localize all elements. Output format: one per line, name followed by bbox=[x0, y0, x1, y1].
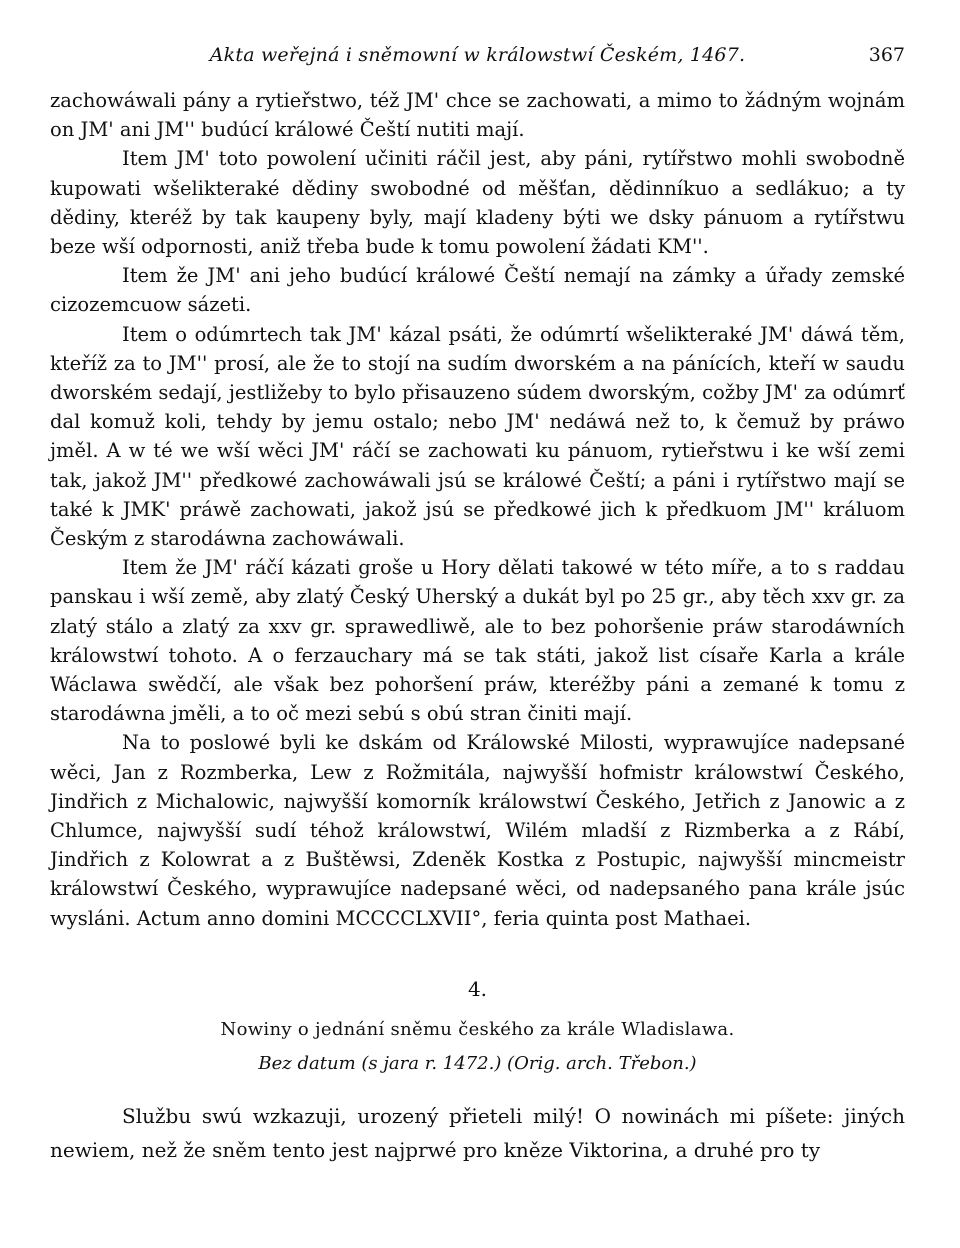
paragraph: Item o odúmrtech tak JM' kázal psáti, že odúmrtí wšelikteraké JM' dáwá těm, kteříž za to JM'' prosí, ale že to stojí na sudím dworském a na pánících, kteří w saudu dworském sedají, jestližeby to bylo přisauzeno súdem dworským, cožby JM' za odúmrť dal komuž koli, tehdy by jemu ostalo; nebo JM' nedáwá než to, k čemuž by práwo jměl. A w té we wší wěci JM' ráčí se zachowati ku pánuom, rytieřstwu i ke wší zemi tak, jakož JM'' předkowé zachowáwali jsú se králowé Čeští; a páni i rytířstwo mají se také k JMK' práwě zachowati, jakož jsú se předkowé jich k předkuom JM'' králuom Českým z starodáwna zachowáwali. bbox=[50, 322, 905, 551]
paragraph: Item JM' toto powolení učiniti ráčil jest, aby páni, rytířstwo mohli swobodně kupowati wšelikteraké dědiny swobodné od měšťan, dědinníkuo a sedlákuo; a ty dědiny, kteréž by tak kaupeny byly, mají kladeny býti we dsky pánuom a rytířstwu beze wší odpornosti, aniž třeba bude k tomu powolení žádati KM''. bbox=[50, 147, 905, 259]
body-text bbox=[50, 86, 905, 933]
letter-text bbox=[50, 1099, 905, 1167]
letter-paragraph: Službu swú wzkazuji, urozený přieteli milý! O nowinách mi píšete: jiných newiem, než že sněm tento jest najprwé pro kněze Viktorina, a druhé pro ty bbox=[50, 1103, 905, 1162]
section-title: Nowiny o jednání sněmu českého za krále Wladislawa. bbox=[220, 1018, 735, 1040]
paragraph: Item že JM' ráčí kázati groše u Hory dělati takowé w této míře, a to s raddau panskau i wší země, aby zlatý Český Uherský a dukát byl po 25 gr., aby těch xxv gr. za zlatý stálo a zlatý za xxv gr. sprawedliwě, ale to bez pohoršenie práw starodáwních králowstwí tohoto. A o ferzauchary má se tak státi, jakož list císaře Karla a krále Wáclawa swědčí, ale však bez pohoršení práw, kteréžby páni a zemané k tomu z starodáwna jměli, a to oč mezi sebú s obú stran činiti mají. bbox=[50, 556, 905, 726]
document-page bbox=[50, 44, 905, 1167]
running-title: Akta weřejná i sněmowní w králowstwí Českém, 1467. bbox=[209, 44, 746, 66]
section-source: Bez datum (s jara r. 1472.) (Orig. arch. Třebon.) bbox=[258, 1052, 697, 1074]
paragraph-continuation: zachowáwali pány a rytieřstwo, též JM' chce se zachowati, a mimo to žádným wojnám on JM' ani JM'' budúcí králowé Čeští nutiti mají. bbox=[50, 89, 905, 142]
running-header bbox=[50, 44, 905, 74]
paragraph: Na to poslowé byli ke dskám od Králowské Milosti, wyprawujíce nadepsané wěci, Jan z Rozmberka, Lew z Rožmitála, najwyšší hofmistr králowstwí Českého, Jindřich z Michalowic, najwyšší komorník králowstwí Českého, Jetřich z Janowic a z Chlumce, najwyšší sudí téhož králowstwí, Wilém mladší z Rizmberka a z Rábí, Jindřich z Kolowrat a z Buštěwsi, Zdeněk Kostka z Postupic, najwyšší mincmeistr králowstwí Českého, wyprawujíce nadepsané wěci, od nadepsaného pana krále jsúc wysláni. Actum anno domini MCCCCLXVII°, feria quinta post Mathaei. bbox=[50, 731, 905, 930]
section-number: 4. bbox=[467, 976, 488, 1001]
paragraph: Item že JM' ani jeho budúcí králowé Čeští nemají na zámky a úřady zemské cizozemcuow sázeti. bbox=[50, 264, 905, 317]
page-number: 367 bbox=[868, 44, 905, 66]
